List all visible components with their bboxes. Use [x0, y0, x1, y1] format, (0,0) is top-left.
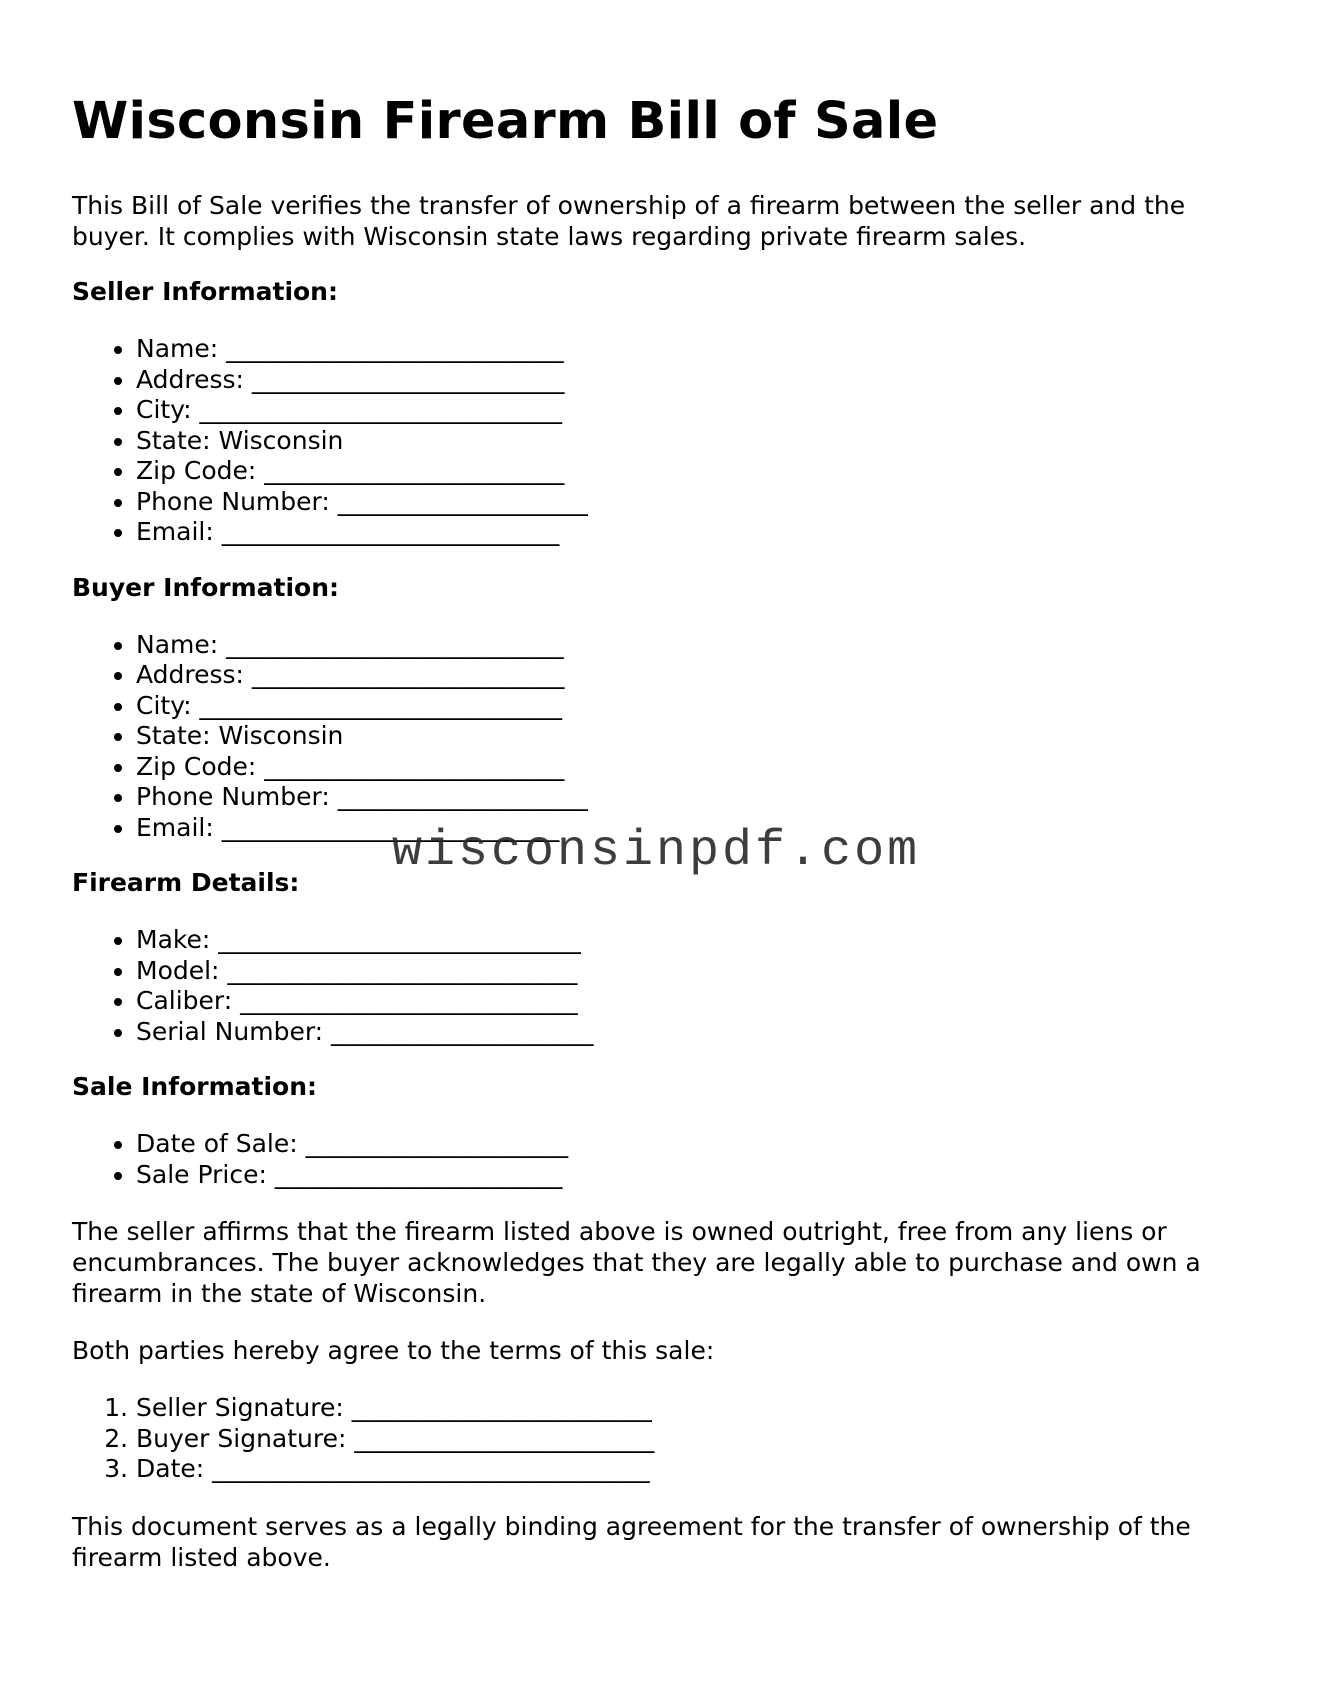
- firearm-heading: Firearm Details:: [72, 868, 300, 897]
- affirmation-paragraph: The seller affirms that the firearm listed above is owned outright, free from any liens or encumbrances. The buyer acknowledges that they are legally able to purchase and own a firearm in the state of Wisconsin.: [72, 1217, 1201, 1308]
- buyer-fields: [72, 630, 1252, 844]
- seller-address-field: • Address: _________________________: [136, 365, 1252, 396]
- buyer-phone-field: • Phone Number: ____________________: [136, 782, 1252, 813]
- buyer-state-field: • State: Wisconsin: [136, 721, 1252, 752]
- firearm-serial-field: • Serial Number: _____________________: [136, 1017, 1252, 1048]
- buyer-city-field: • City: _____________________________: [136, 691, 1252, 722]
- sale-price-field: • Sale Price: _______________________: [136, 1160, 1252, 1191]
- seller-heading: Seller Information:: [72, 277, 338, 306]
- seller-signature-field: 1. Seller Signature: ________________________: [136, 1393, 1252, 1424]
- firearm-caliber-field: • Caliber: ___________________________: [136, 986, 1252, 1017]
- buyer-zip-field: • Zip Code: ________________________: [136, 752, 1252, 783]
- buyer-signature-field: 2. Buyer Signature: ________________________: [136, 1424, 1252, 1455]
- sale-heading: Sale Information:: [72, 1072, 317, 1101]
- buyer-name-field: • Name: ___________________________: [136, 630, 1252, 661]
- watermark: wisconsinpdf.com: [392, 823, 921, 880]
- firearm-make-field: • Make: _____________________________: [136, 925, 1252, 956]
- signature-date-field: 3. Date: ___________________________________: [136, 1454, 1252, 1485]
- document-title: Wisconsin Firearm Bill of Sale: [72, 92, 939, 151]
- seller-fields: [72, 334, 1252, 548]
- intro-paragraph: This Bill of Sale verifies the transfer of ownership of a firearm between the seller and the buyer. It complies with Wisconsin state laws regarding private firearm sales.: [72, 191, 1186, 251]
- seller-phone-field: • Phone Number: ____________________: [136, 487, 1252, 518]
- buyer-heading: Buyer Information:: [72, 572, 340, 602]
- seller-city-field: • City: _____________________________: [136, 395, 1252, 426]
- seller-state-field: • State: Wisconsin: [136, 426, 1252, 457]
- buyer-email-field: • Email: ___________________________: [136, 813, 1252, 844]
- firearm-model-field: • Model: ____________________________: [136, 956, 1252, 987]
- document-page: [72, 0, 1252, 1573]
- sale-date-field: • Date of Sale: _____________________: [136, 1129, 1252, 1160]
- closing-paragraph: This document serves as a legally binding agreement for the transfer of ownership of the firearm listed above.: [72, 1511, 1191, 1572]
- signature-list: [72, 1393, 1252, 1485]
- firearm-fields: [72, 925, 1252, 1047]
- seller-email-field: • Email: ___________________________: [136, 517, 1252, 548]
- buyer-address-field: • Address: _________________________: [136, 660, 1252, 691]
- seller-zip-field: • Zip Code: ________________________: [136, 456, 1252, 487]
- agreement-paragraph: Both parties hereby agree to the terms of this sale:: [72, 1336, 715, 1365]
- seller-name-field: • Name: ___________________________: [136, 334, 1252, 365]
- sale-fields: [72, 1129, 1252, 1190]
